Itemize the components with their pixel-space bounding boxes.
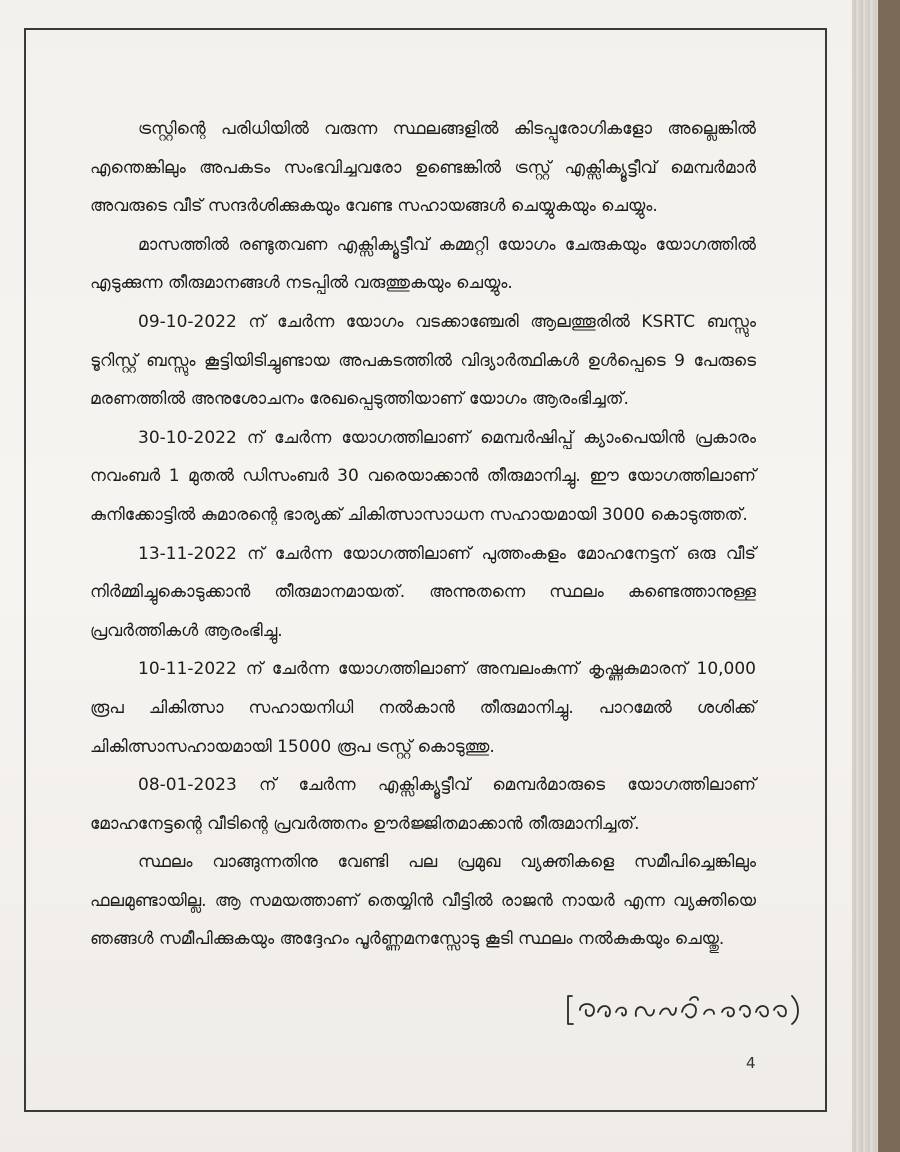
paragraph: 08-01-2023 ന് ചേർന്ന എക്സിക്യൂട്ടീവ് മെമ്പർമാരുടെ യോഗത്തിലാണ് മോഹനേട്ടന്റെ വീടിന്റെ പ്രവർത്തനം ഊർജ്ജിതമാക്കാൻ തീരുമാനിച്ചത്.	[90, 775, 756, 834]
paragraph: മാസത്തിൽ രണ്ടുതവണ എക്സിക്യൂട്ടീവ് കമ്മറ്റി യോഗം ചേരുകയും യോഗത്തിൽ എടുക്കുന്ന തീരുമാനങ്ങൾ നടപ്പിൽ വരുത്തുകയും ചെയ്യും.	[90, 234, 756, 294]
handwritten-signature	[564, 990, 804, 1030]
paragraph: സ്ഥലം വാങ്ങുന്നതിനു വേണ്ടി പല പ്രമുഖ വ്യക്തികളെ സമീപിച്ചെങ്കിലും ഫലമുണ്ടായില്ല. ആ സമയത്താണ് തെയ്യിൻ വീട്ടിൽ രാജൻ നായർ എന്ന വ്യക്തിയെ ഞങ്ങൾ സമീപിക്കുകയും അദ്ദേഹം പൂർണ്ണമനസ്സോടു കൂടി സ്ഥലം നൽകുകയും ചെയ്തു.	[90, 852, 756, 950]
paragraph: ട്രസ്റ്റിന്റെ പരിധിയിൽ വരുന്ന സ്ഥലങ്ങളിൽ കിടപ്പുരോഗികളോ അല്ലെങ്കിൽ എന്തെങ്കിലും അപകടം സംഭവിച്ചവരോ ഉണ്ടെങ്കിൽ ട്രസ്റ്റ് എക്സിക്യൂട്ടീവ് മെമ്പർമാർ അവരുടെ വീട് സന്ദർശിക്കുകയും വേണ്ട സഹായങ്ങൾ ചെയ്യുകയും ചെയ്യും.	[90, 119, 756, 217]
page-number: 4	[746, 1054, 756, 1072]
paragraph: 09-10-2022 ന് ചേർന്ന യോഗം വടക്കാഞ്ചേരി ആലത്തൂരിൽ KSRTC ബസ്സും ടൂറിസ്റ്റ് ബസ്സും കൂട്ടിയിടിച്ചുണ്ടായ അപകടത്തിൽ വിദ്യാർത്ഥികൾ ഉൾപ്പെടെ 9 പേരുടെ മരണത്തിൽ അനുശോചനം രേഖപ്പെടുത്തിയാണ് യോഗം ആരംഭിച്ചത്.	[90, 311, 756, 410]
paragraph: 10-11-2022 ന് ചേർന്ന യോഗത്തിലാണ് അമ്പലംകുന്ന് കൃഷ്ണകുമാരന് 10,000 രൂപ ചികിത്സാ സഹായനിധി നൽകാൻ തീരുമാനിച്ചു. പാറമേൽ ശശിക്ക് ചികിത്സാസഹായമായി 15000 രൂപ ട്രസ്റ്റ് കൊടുത്തു.	[90, 659, 756, 757]
binder-edge	[878, 0, 900, 1152]
page-body	[90, 110, 756, 959]
paragraph: 13-11-2022 ന് ചേർന്ന യോഗത്തിലാണ് പുത്തംകളം മോഹനേട്ടന് ഒരു വീട് നിർമ്മിച്ചുകൊടുക്കാൻ തീരുമാനമായത്. അന്നുതന്നെ സ്ഥലം കണ്ടെത്താനുള്ള പ്രവർത്തികൾ ആരംഭിച്ചു.	[90, 543, 756, 641]
paragraph: 30-10-2022 ന് ചേർന്ന യോഗത്തിലാണ് മെമ്പർഷിപ്പ് ക്യാംപെയിൻ പ്രകാരം നവംബർ 1 മുതൽ ഡിസംബർ 30 വരെയാക്കാൻ തീരുമാനിച്ചു. ഈ യോഗത്തിലാണ് കുനിക്കോട്ടിൽ കുമാരന്റെ ഭാര്യക്ക് ചികിത്സാസാധന സഹായമായി 3000 കൊടുത്തത്.	[90, 427, 756, 525]
